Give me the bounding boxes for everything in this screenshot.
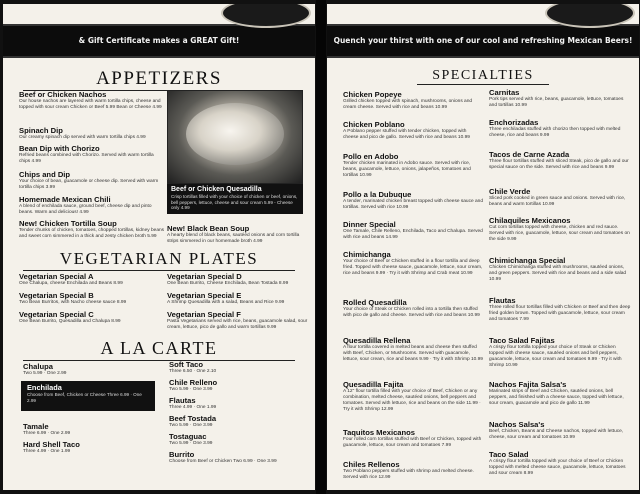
divider <box>417 84 549 85</box>
menu-item: Enchorizadas Three enchiladas stuffed with chorizo then topped with melted cheese, rice and beans 9.99 <box>489 118 621 138</box>
menu-item: Bean Dip with Chorizo Refried beans combined with Chorizo. Served with warm tortilla chips 4.99 <box>19 144 154 164</box>
menu-page-left <box>3 4 315 490</box>
gift-banner-text: & Gift Certificate makes a GREAT Gift! <box>78 36 240 45</box>
menu-item: New! Chicken Tortilla Soup Tender chunks of chicken, tomatoes, chopped tortillas, kidney beans and sweet corn simmered in a thick and zesty chicken broth 5.99 <box>19 219 165 239</box>
a-la-carte-title: A LA CARTE <box>100 338 218 358</box>
menu-item: Hard Shell Taco Three 4.99 · One 1.99 <box>23 440 80 454</box>
menu-item: Spinach Dip Our creamy spinach dip served with warm tortilla chips 4.99 <box>19 126 146 140</box>
menu-item: Flautas Three 4.99 · One 1.99 <box>169 396 217 410</box>
quesadilla-caption: Beef or Chicken Quesadilla Crisp tortillas filled with your choice of chicken or beef, onions, bell peppers, lettuce, cheese and sour cream 5.99 - Cheese only 4.99 <box>167 184 303 214</box>
menu-item: Vegetarian Special D One Bean Burrito, Cheese Enchilada, Bean Tostada 8.99 <box>167 272 289 286</box>
menu-item: Chicken Poblano A Poblano pepper stuffed with tender chicken, topped with cheese and pico de gallo. Served with rice and beans 10.99 <box>343 120 470 140</box>
menu-item: Carnitas Pork tips served with rice, beans, guacamole, lettuce, tomatoes and tortillas 10.99 <box>489 88 624 108</box>
specialties-title: SPECIALTIES <box>432 68 534 83</box>
quesadilla-photo <box>167 90 303 184</box>
menu-item: Chalupa Two 5.99 · One 2.99 <box>23 362 67 376</box>
menu-item: Vegetarian Special A One Chalupa, cheese Enchilada and Beans 8.99 <box>19 272 123 286</box>
menu-item: Chile Verde Sliced pork cooked in green sauce and onions. Served with rice, beans and warm tortillas 10.99 <box>489 187 626 207</box>
menu-spine <box>316 0 326 494</box>
menu-item: Soft Taco Three 6.50 · One 2.10 <box>169 360 217 374</box>
menu-item: Rolled Quesadilla Your choice of Steak or Chicken rolled into a tortilla then stuffed with pico de gallo and cheese. Served with rice and beans 10.99 <box>343 298 480 318</box>
menu-item: Tostaguac Two 5.99 · One 3.99 <box>169 432 213 446</box>
menu-item: Vegetarian Special B Two Bean Burritos, with Nacho cheese sauce 8.99 <box>19 291 127 305</box>
menu-item: New! Black Bean Soup A hearty blend of black beans, sautéed onions and corn tortilla strips simmered in our homemade broth 4.99 <box>167 224 300 244</box>
menu-item: Beef Tostada Two 5.99 · One 3.99 <box>169 414 217 428</box>
beer-banner <box>327 24 639 58</box>
enchilada-box: Enchilada Choose from Beef, Chicken or Cheese Three 6.99 · One 2.99 <box>21 381 155 411</box>
menu-item: Quesadilla Rellena A flour tortilla covered in melted beans and cheese then stuffed with Beef, Chicken, or Mushrooms. Served with guacamole, lettuce, sour cream, rice and beans 9.99 · Try it with Shrimp 10.99 <box>343 336 483 362</box>
menu-item: Quesadilla Fajita A 12" flour tortilla filled with your choice of Beef, Chicken or any combination, melted cheese, sautéed onions, bell peppers and tomatoes. Served with lettuce, rice and beans on the side 11.99 · Try it with Shrimp 12.99 <box>343 380 481 412</box>
menu-item: Chimichanga Your choice of Beef or Chicken stuffed in a flour tortilla and deep fried. Topped with cheese sauce, guacamole, lettuce, sour cream, rice and beans 9.99 · Try it with Shrimp and Crab meat 10.99 <box>343 250 483 276</box>
menu-item: Dinner Special One Tamale, Chile Relleno, Enchilada, Taco and Chalupa. Served with rice and beans 14.99 <box>343 220 483 240</box>
menu-item: Chimichanga Special Chicken Chimichanga stuffed with mushrooms, sautéed onions, and green peppers. Served with rice and beans and a side salad 10.99 <box>489 256 627 282</box>
menu-item: Chilaquiles Mexicanos Cut corn tortillas topped with cheese, chicken and red sauce. Served with rice, guacamole, lettuce, sour cream and tomatoes on the side 9.99 <box>489 216 630 242</box>
plate-image <box>186 103 284 165</box>
menu-item: Flautas Three rolled flour tortillas filled with Chicken or Beef and then deep fried golden brown. Topped with guacamole, lettuce, sour cream and tomatoes 7.99 <box>489 296 631 322</box>
menu-item: Nachos Salsa's Beef, Chicken, Beans and Cheese nachos, topped with lettuce, cheese, sour cream and tomatoes 10.99 <box>489 420 624 440</box>
menu-item: Taco Salad Fajitas A crispy flour tortilla topped your choice of Steak or Chicken topped with cheese sauce, sautéed onions and bell peppers, guacamole, lettuce, sour cream and tomatoes 9.99 · Try it with Shrimp 10.99 <box>489 336 622 368</box>
menu-item: Nachos Fajita Salsa's Marinated strips of Beef and Chicken, sautéed onions, bell peppers, and finished with a cheese sauce, topped with lettuce, sour cream, guacamole and pico de gallo 11.99 <box>489 380 624 406</box>
menu-item: Vegetarian Special F Pasta Vegetarians served with rice, beans, guacamole salad, sour cream, lettuce, pico de gallo and warm tortillas 9.99 <box>167 310 308 330</box>
menu-item: Vegetarian Special E A Shrimp Quesadilla with a salad, Beans and Rice 9.99 <box>167 291 285 305</box>
menu-item: Vegetarian Special C One Bean Burrito, Quesadilla and Chalupa 8.99 <box>19 310 121 324</box>
menu-item: Chile Relleno Two 5.99 · One 3.99 <box>169 378 218 392</box>
menu-item: Burrito Choose from Beef or Chicken Two 6.99 · One 3.99 <box>169 450 277 464</box>
menu-item: Taco Salad A crispy flour tortilla topped with your choice of Beef or Chicken topped with melted cheese sauce, guacamole, lettuce, tomatoes and sour cream 8.99 <box>489 450 626 476</box>
menu-item: Pollo en Adobo Tender chicken marinated in Adobo sauce. Served with rice, beans, guacamole, lettuce, onions, jalapeños, tomatoes and tortillas 10.99 <box>343 152 471 178</box>
menu-item: Chicken Popeye Grilled chicken topped with spinach, mushrooms, onions and cream cheese. Served with rice and beans 10.99 <box>343 90 473 110</box>
divider <box>23 270 295 271</box>
appetizers-title: APPETIZERS <box>96 68 222 89</box>
menu-item: Pollo a la Dubuque A tender, marinated chicken breast topped with cheese sauce and tortillas. Served with rice 10.99 <box>343 190 483 210</box>
vegetarian-title: VEGETARIAN PLATES <box>59 249 259 268</box>
menu-item: Tamale Three 6.99 · One 2.99 <box>23 422 71 436</box>
menu-item: Beef or Chicken Nachos Our house nachos are layered with warm tortilla chips, cheese and topped with sour cream Chicken or Beef 5.99 Bean or Cheese 4.99 <box>19 90 162 110</box>
menu-item: Homemade Mexican Chili A blend of enchilada sauce, ground beef, cheese dip and pinto beans. Warm and delicious! 4.99 <box>19 195 152 215</box>
menu-item: Taquitos Mexicanos Four rolled corn tortillas stuffed with Beef or Chicken, topped with guacamole, lettuce, sour cream and tomatoes 7.99 <box>343 428 482 448</box>
gift-banner <box>3 24 315 58</box>
beer-banner-text: Quench your thirst with one of our cool and refreshing Mexican Beers! <box>333 36 633 45</box>
menu-item: Tacos de Carne Azada Three flour tortillas stuffed with sliced Steak, pico de gallo and our special sauce on the side. Served with rice and beans 9.99 <box>489 150 629 170</box>
menu-page-right <box>327 4 639 490</box>
menu-item: Chips and Dip Your choice of bean, guacamole or cheese dip. Served with warm tortilla chips 3.99 <box>19 170 159 190</box>
menu-item: Chiles Rellenos Two Poblano peppers stuffed with shrimp and melted cheese. Served with rice 12.99 <box>343 460 474 480</box>
